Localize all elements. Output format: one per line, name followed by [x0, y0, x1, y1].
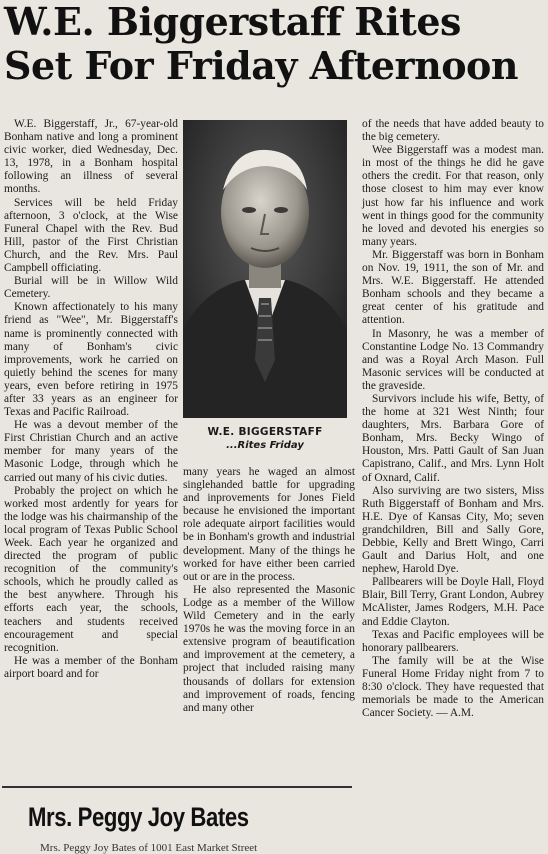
paragraph: Mr. Biggerstaff was born in Bonham on Nov. 19, 1911, the son of Mr. and Mrs. W.E. Biggerstaff. He attended Bonham schools and they became a great center of his gratitude and attention. [362, 248, 544, 327]
portrait-photo [183, 120, 347, 418]
paragraph: He also represented the Masonic Lodge as a member of the Willow Wild Cemetery and in the early 1970s he was the moving force in an extensive program of beautification and improvement at the cemetery, a project that included raising many thousands of dollars for extension and improvement of roads, fencing and many other [183, 583, 355, 714]
paragraph: Survivors include his wife, Betty, of the home at 321 West Ninth; four daughters, Mrs. Barbara Gore of Bonham, Mrs. Becky Wingo of Houston, Mrs. Patti Gault of San Juan Capistrano, Calif., and Mrs. Lynn Holt of Oxnard, Calif. [362, 392, 544, 484]
column-2 [183, 466, 355, 715]
column-3 [362, 118, 544, 720]
next-article-first-line: Mrs. Peggy Joy Bates of 1001 East Market Street [40, 842, 258, 854]
paragraph: Known affectionately to his many friend as "Wee", Mr. Biggerstaff's name is prominently connected with many of Bonham's civic improvements, work he carried on quietly behind the scenes for many years, even before retiring in 1975 after 33 years as an engineer for Texas and Pacific Railroad. [4, 301, 178, 419]
caption-name: W.E. BIGGERSTAFF [207, 426, 323, 438]
paragraph: Probably the project on which he worked most ardently for years for the lodge was his chairmanship of the local program of Texas Public School Week. Each year he organized and directed the program of public recognition of the community's schools, which he proudly called as the best anywhere. Through his efforts each year, the schools, teachers and students received encouragement and special recognition. [4, 484, 178, 654]
paragraph: Texas and Pacific employees will be honorary pallbearers. [362, 628, 544, 654]
paragraph: In Masonry, he was a member of Constantine Lodge No. 13 Commandry and was a Royal Arch Mason. Full Masonic services will be conducted at the graveside. [362, 327, 544, 392]
section-divider [2, 786, 352, 788]
paragraph: Pallbearers will be Doyle Hall, Floyd Blair, Bill Terry, Grant London, Aubrey McAlister, James Rodgers, M.H. Pace and Eddie Clayton. [362, 576, 544, 628]
headline-line-1: W.E. Biggerstaff Rites [4, 0, 461, 44]
paragraph: W.E. Biggerstaff, Jr., 67-year-old Bonham native and long a prominent civic worker, died Wednesday, Dec. 13, 1978, in a Bonham hospital following an illness of several months. [4, 118, 178, 196]
paragraph: He was a member of the Bonham airport board and for [4, 654, 178, 680]
headline [4, 0, 544, 88]
next-article-headline: Mrs. Peggy Joy Bates [28, 802, 249, 832]
paragraph: Also surviving are two sisters, Miss Ruth Biggerstaff of Bonham and Mrs. H.E. Dye of Kansas City, Mo; seven grandchildren, Bill and Sally Gore, Debbie, Kelly and Brett Wingo, Carri Gault and Darius Holt, and one nephew, Harold Dye. [362, 484, 544, 576]
paragraph: Wee Biggerstaff was a modest man. in most of the things he did he gave others the credit. For that reason, only those closest to him may ever know just how far his influence and work went in things good for the community he loved and devoted his energies so many years. [362, 144, 544, 248]
paragraph: of the needs that have added beauty to the big cemetery. [362, 118, 544, 144]
caption-subtitle: ...Rites Friday [226, 440, 304, 451]
portrait-image [183, 120, 347, 418]
column-1 [4, 118, 178, 681]
paragraph: He was a devout member of the First Christian Church and an active member for many years of the Masonic Lodge, through which he carried out many of his civic duties. [4, 419, 178, 484]
photo-caption [183, 426, 347, 452]
paragraph: Burial will be in Willow Wild Cemetery. [4, 275, 178, 301]
paragraph: Services will be held Friday afternoon, 3 o'clock, at the Wise Funeral Chapel with the Rev. Bud Hill, pastor of the First Christian Church, and the Rev. Mrs. Paul Campbell officiating. [4, 196, 178, 275]
paragraph: The family will be at the Wise Funeral Home Friday night from 7 to 8:30 o'clock. They have requested that memorials be made to the American Cancer Society. — A.M. [362, 654, 544, 720]
paragraph: many years he waged an almost singlehanded battle for upgrading and inprovements for Jones Field because he envisioned the important role adequate airport facilities would be in Bonham's growth and industrial development. Many of the things he worked for have either been carried out or are in the process. [183, 466, 355, 583]
headline-line-2: Set For Friday Afternoon [4, 43, 519, 88]
